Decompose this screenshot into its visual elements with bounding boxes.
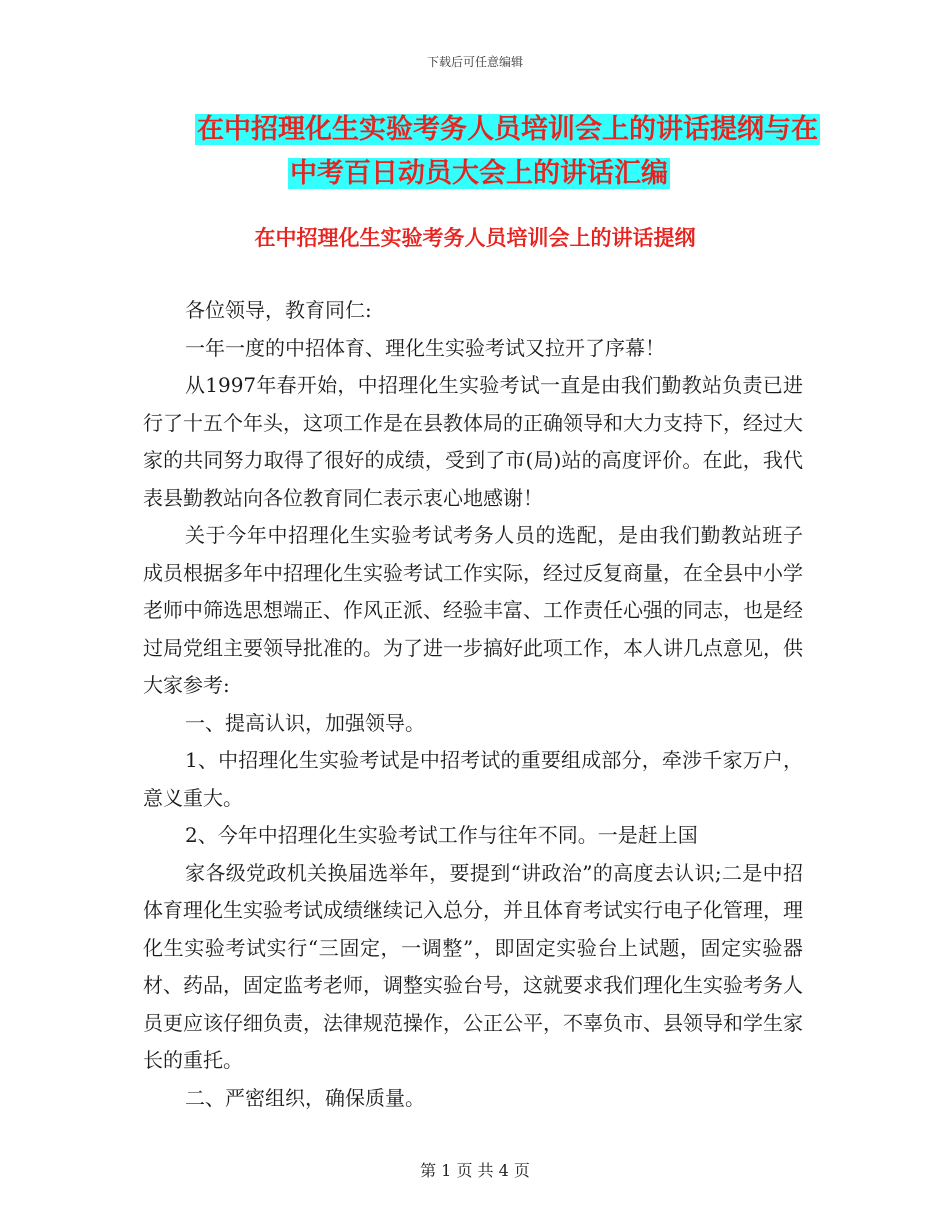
section-heading-1: 一、提高认识，加强领导。 — [185, 710, 425, 735]
paragraph: 从1997年春开始，中招理化生实验考试一直是由我们勤教站负责已进行了十五个年头，这项工作是在县教体局的正确领导和大力支持下，经过大家的共同努力取得了很好的成绩，受到了市(局)站的高度评价。在此，我代表县勤教站向各位教育同仁表示衷心地感谢！ — [143, 373, 803, 510]
paragraph: 家各级党政机关换届选举年，要提到“讲政治”的高度去认识;二是中招体育理化生实验考试成绩继续记入总分，并且体育考试实行电子化管理，理化生实验考试实行“三固定，一调整”，即固定实验台上试题，固定实验器材、药品，固定监考老师，调整实验台号，这就要求我们理化生实验考务人员更应该仔细负责，法律规范操作，公正公平，不辜负市、县领导和学生家长的重托。 — [143, 860, 803, 1072]
section-title: 在中招理化生实验考务人员培训会上的讲话提纲 — [254, 225, 696, 250]
main-title-line-1: 在中招理化生实验考务人员培训会上的讲话提纲与在 — [197, 114, 818, 145]
main-title-line-2: 中考百日动员大会上的讲话汇编 — [290, 158, 668, 189]
document-body — [143, 292, 803, 1117]
main-title — [190, 108, 818, 196]
paragraph: 关于今年中招理化生实验考试考务人员的选配，是由我们勤教站班子成员根据多年中招理化生实验考试工作实际，经过反复商量，在全县中小学老师中筛选思想端正、作风正派、经验丰富、工作责任心强的同志，也是经过局党组主要领导批准的。为了进一步搞好此项工作，本人讲几点意见，供大家参考: — [143, 523, 803, 697]
header-note: 下载后可任意编辑 — [426, 55, 523, 69]
page-footer: 第 1 页 共 4 页 — [420, 1161, 530, 1180]
paragraph: 一年一度的中招体育、理化生实验考试又拉开了序幕！ — [185, 335, 665, 360]
paragraph-salutation: 各位领导，教育同仁: — [185, 298, 372, 322]
paragraph: 2、今年中招理化生实验考试工作与往年不同。一是赶上国 — [185, 823, 698, 847]
paragraph: 1、中招理化生实验考试是中招考试的重要组成部分，牵涉千家万户，意义重大。 — [143, 748, 803, 810]
section-heading-2: 二、严密组织，确保质量。 — [185, 1085, 425, 1110]
